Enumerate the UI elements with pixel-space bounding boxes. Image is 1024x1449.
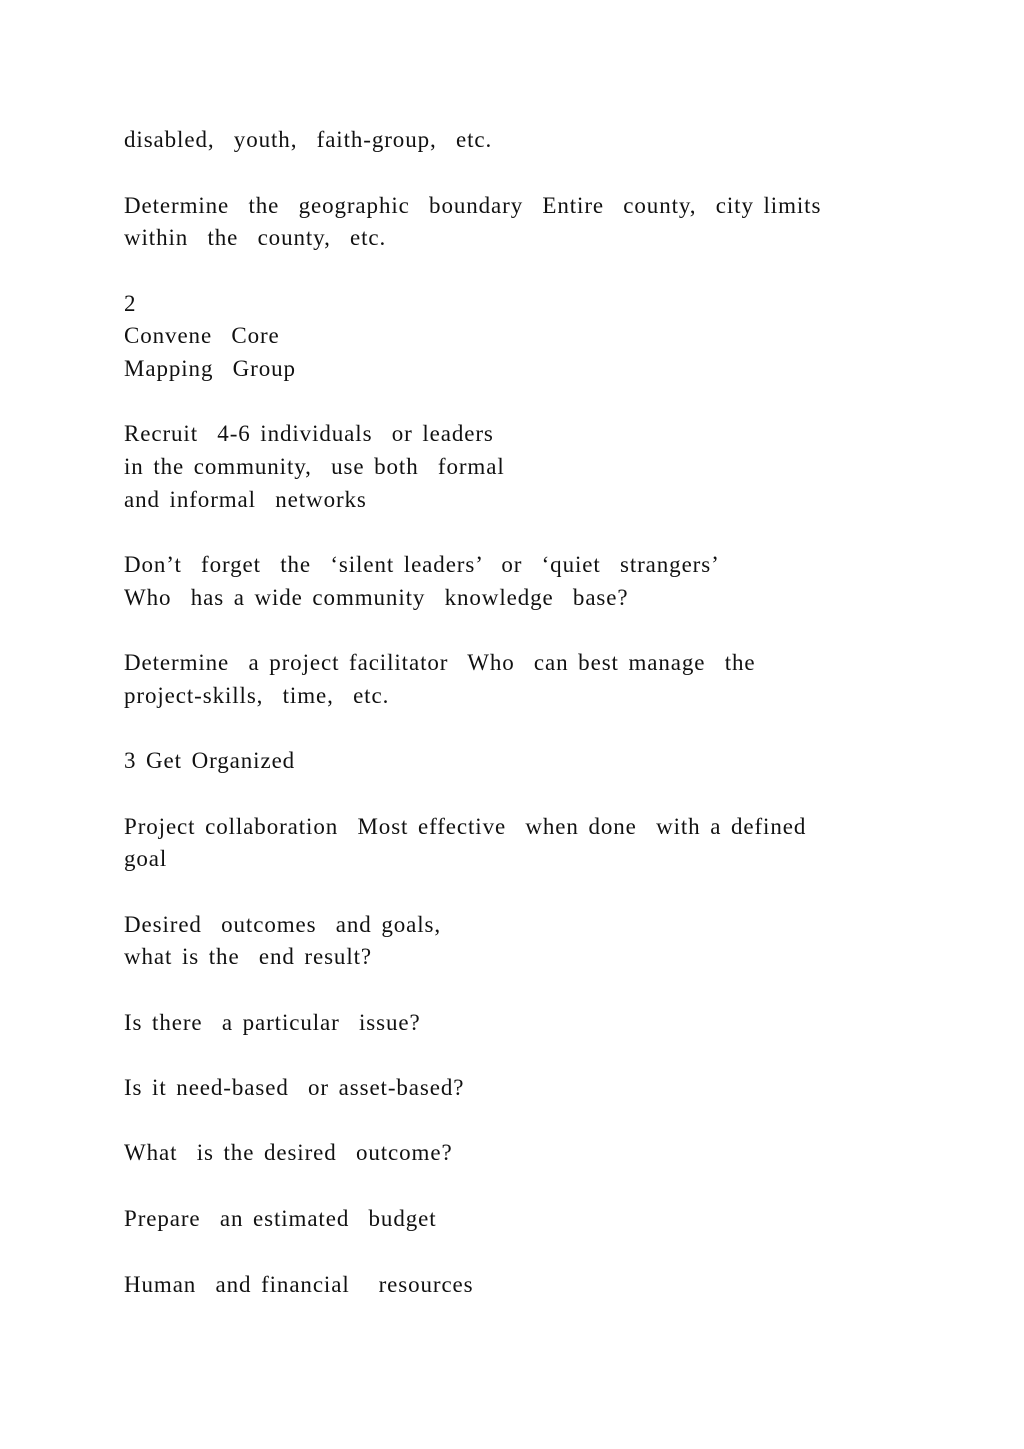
text-line: Who has a wide community knowledge base? [124, 585, 629, 610]
section-heading: 3 Get Organized [124, 748, 296, 773]
text-line: Is it need-based or asset-based? [124, 1075, 465, 1100]
text-line: Determine a project facilitator Who can best manage the [124, 650, 756, 675]
text-line: Project collaboration Most effective when done with a defined [124, 814, 807, 839]
section-number: 2 [124, 291, 137, 316]
text-line: goal [124, 846, 168, 871]
text-line: and informal networks [124, 487, 367, 512]
section-heading: Convene Core [124, 323, 280, 348]
text-line: Is there a particular issue? [124, 1010, 421, 1035]
text-line: Desired outcomes and goals, [124, 912, 442, 937]
text-line: project-skills, time, etc. [124, 683, 390, 708]
text-line: in the community, use both formal [124, 454, 505, 479]
text-line: Prepare an estimated budget [124, 1206, 437, 1231]
text-line: What is the desired outcome? [124, 1140, 453, 1165]
text-line: Determine the geographic boundary Entire county, city limits [124, 193, 822, 218]
text-line: what is the end result? [124, 944, 373, 969]
section-heading: Mapping Group [124, 356, 296, 381]
text-line: Human and financial resources [124, 1272, 474, 1297]
text-line: Recruit 4-6 individuals or leaders [124, 421, 494, 446]
text-line: within the county, etc. [124, 225, 387, 250]
text-line: Don’t forget the ‘silent leaders’ or ‘quiet strangers’ [124, 552, 720, 577]
text-line: disabled, youth, faith-group, etc. [124, 127, 493, 152]
